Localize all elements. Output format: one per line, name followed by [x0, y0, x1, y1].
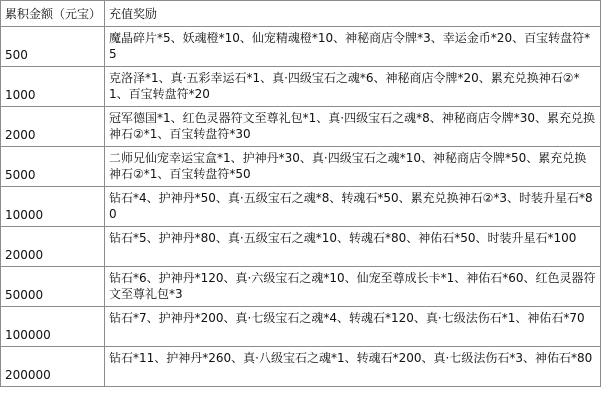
cell-amount: 20000 [1, 227, 105, 267]
cell-amount: 10000 [1, 187, 105, 227]
table-row [1, 187, 601, 227]
header-amount: 累积金额（元宝） [1, 1, 105, 27]
cell-reward: 钻石*7、护神丹*200、真·七级宝石之魂*4、转魂石*120、真·七级法伤石*1、神佑石*70 [105, 307, 601, 347]
cell-amount: 100000 [1, 307, 105, 347]
table-row [1, 147, 601, 187]
cell-reward: 魔晶碎片*5、妖魂橙*10、仙宠精魂橙*10、神秘商店令牌*3、幸运金币*20、百宝转盘符*5 [105, 27, 601, 67]
table-row [1, 67, 601, 107]
cell-amount: 5000 [1, 147, 105, 187]
table-row [1, 27, 601, 67]
header-reward: 充值奖励 [105, 1, 601, 27]
cell-reward: 克洛泽*1、真·五彩幸运石*1、真·四级宝石之魂*6、神秘商店令牌*20、累充兑换神石②*1、百宝转盘符*20 [105, 67, 601, 107]
cell-reward: 二师兄仙宠幸运宝盒*1、护神丹*30、真·四级宝石之魂*10、神秘商店令牌*50、累充兑换神石②*1、百宝转盘符*50 [105, 147, 601, 187]
table-row [1, 307, 601, 347]
cell-reward: 钻石*11、护神丹*260、真·八级宝石之魂*1、转魂石*200、真·七级法伤石*3、神佑石*80 [105, 347, 601, 387]
cell-amount: 50000 [1, 267, 105, 307]
cell-reward: 钻石*4、护神丹*50、真·五级宝石之魂*8、转魂石*50、累充兑换神石②*3、时装升星石*80 [105, 187, 601, 227]
table-row [1, 227, 601, 267]
cell-reward: 钻石*6、护神丹*120、真·六级宝石之魂*10、仙宠至尊成长卡*1、神佑石*60、红色灵器符文至尊礼包*3 [105, 267, 601, 307]
table-row [1, 347, 601, 387]
cell-reward: 钻石*5、护神丹*80、真·五级宝石之魂*10、转魂石*80、神佑石*50、时装升星石*100 [105, 227, 601, 267]
cell-amount: 200000 [1, 347, 105, 387]
table-row [1, 107, 601, 147]
table-header-row [1, 1, 601, 27]
table-row [1, 267, 601, 307]
cell-amount: 2000 [1, 107, 105, 147]
cell-amount: 500 [1, 27, 105, 67]
cell-amount: 1000 [1, 67, 105, 107]
cell-reward: 冠军德国*1、红色灵器符文至尊礼包*1、真·四级宝石之魂*8、神秘商店令牌*30、累充兑换神石②*1、百宝转盘符*30 [105, 107, 601, 147]
